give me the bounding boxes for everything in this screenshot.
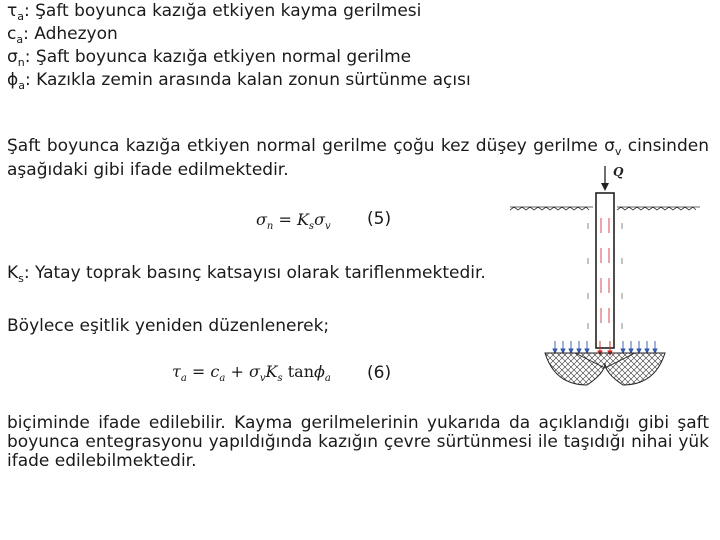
definition-phi: [7, 69, 471, 97]
eq-symbol: σ: [248, 362, 260, 381]
symbol-sub: n: [17, 56, 25, 69]
paragraph-rearrange: Böylece eşitlik yeniden düzenlenerek;: [7, 316, 330, 336]
eq-symbol: σ: [256, 210, 267, 229]
equation-5: [256, 210, 331, 232]
symbol-sub: a: [17, 10, 24, 23]
symbol-sub: s: [18, 272, 24, 285]
eq-tan: tan: [287, 362, 314, 381]
definition-text: : Şaft boyunca kazığa etkiyen normal gerilme: [24, 47, 412, 67]
eq-symbol: K: [265, 362, 278, 381]
definition-text: : Adhezyon: [23, 24, 118, 44]
symbol: σ: [7, 47, 18, 67]
equation-6: [172, 362, 331, 384]
failure-zone: [545, 353, 665, 385]
load-label: Q: [613, 165, 624, 179]
symbol: τ: [7, 1, 18, 21]
pile-diagram: [505, 163, 705, 388]
paragraph-text-2: cinsinden aşağıdaki gibi ifade edilmektedir.: [7, 136, 709, 180]
eq-sub: n: [266, 221, 274, 232]
eq-sub: a: [324, 373, 331, 384]
equation-5-number: (5): [367, 209, 392, 229]
eq-symbol: K: [296, 210, 309, 229]
definition-ks: [7, 262, 486, 290]
eq-symbol: τ: [172, 362, 181, 381]
symbol: c: [7, 24, 17, 44]
pile-shaft: [596, 193, 614, 348]
paragraph-text: Şaft boyunca kazığa etkiyen normal gerilme çoğu kez düşey gerilme σ: [7, 136, 615, 156]
equation-6-number: (6): [367, 363, 392, 383]
eq-equals: =: [278, 210, 292, 229]
eq-equals: =: [191, 362, 206, 381]
definition-text: : Yatay toprak basınç katsayısı olarak tariflenmektedir.: [23, 263, 486, 283]
eq-sub: s: [277, 373, 283, 384]
eq-sub: v: [259, 373, 266, 384]
eq-plus: +: [230, 362, 244, 381]
eq-sub: a: [219, 373, 226, 384]
sigma-v-sub: v: [614, 145, 622, 158]
load-arrow: [601, 166, 609, 191]
eq-symbol: σ: [314, 210, 325, 229]
symbol-sub: a: [16, 33, 24, 46]
symbol: ϕ: [7, 70, 19, 90]
symbol-sub: a: [18, 79, 25, 92]
paragraph-conclusion: biçiminde ifade edilebilir. Kayma gerilmelerinin yukarıda da açıklandığı gibi şaft boyunca entegrasyonu yapıldığında kazığın çevre sürtünmesi ile taşıdığı nihai yük ifade edilebilmektedir.: [7, 413, 709, 471]
definition-text: : Şaft boyunca kazığa etkiyen kayma gerilmesi: [24, 1, 422, 21]
eq-sub: v: [324, 221, 331, 232]
definition-text: : Kazıkla zemin arasında kalan zonun sürtünme açısı: [24, 70, 471, 90]
eq-sub: a: [180, 373, 187, 384]
eq-symbol: ϕ: [314, 362, 325, 381]
symbol: K: [7, 263, 19, 283]
eq-sub: s: [308, 221, 315, 232]
eq-symbol: c: [210, 362, 220, 381]
